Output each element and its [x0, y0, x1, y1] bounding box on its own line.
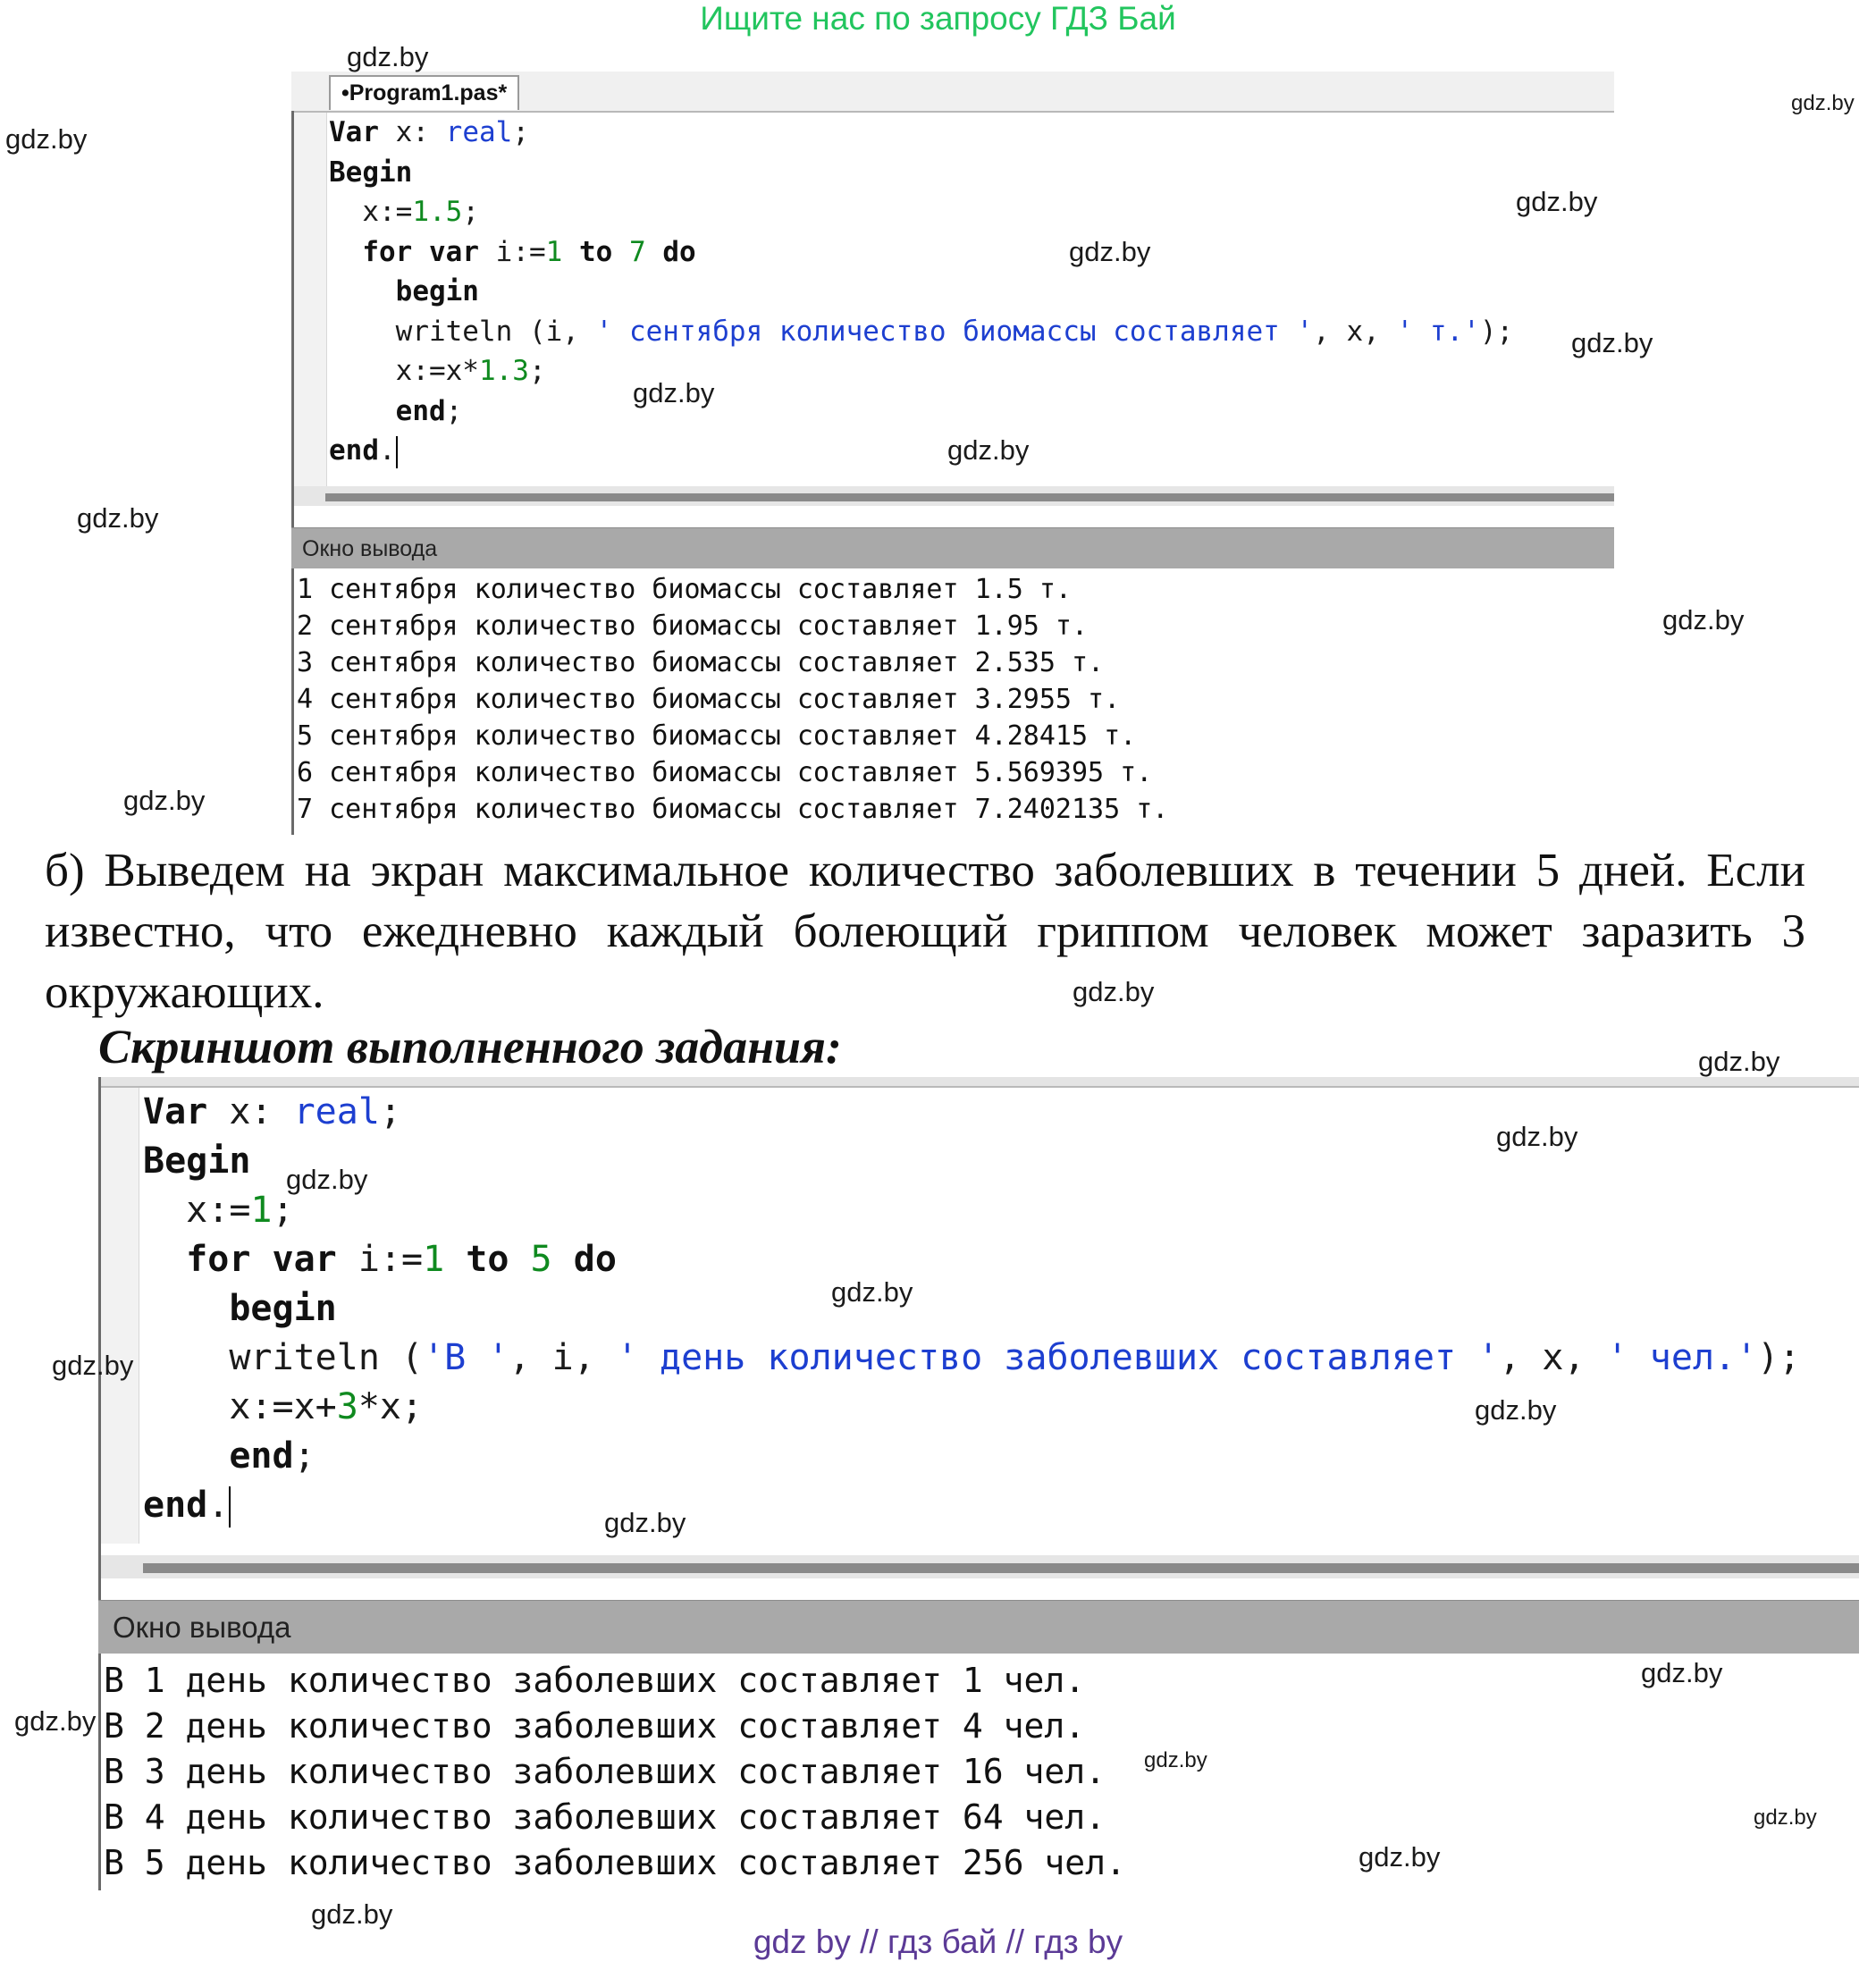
code-line[interactable]	[329, 312, 1513, 352]
code-token: begin	[229, 1288, 337, 1329]
code-token: 3	[336, 1386, 358, 1427]
watermark: gdz.by	[604, 1507, 686, 1538]
code-line[interactable]	[329, 431, 1513, 471]
code-token	[552, 1239, 574, 1280]
code-token	[646, 236, 663, 268]
code-token: i:=	[479, 235, 546, 268]
watermark: gdz.by	[1791, 91, 1855, 115]
watermark: gdz.by	[286, 1164, 368, 1195]
output-line: 3 сентября количество биомассы составляет 2.535 т.	[297, 647, 1105, 678]
tab-program1[interactable]: •Program1.pas*	[329, 75, 519, 110]
output-title: Окно вывода	[113, 1611, 291, 1644]
code-token: ;	[462, 196, 479, 228]
code-token: , i,	[509, 1337, 617, 1378]
scrollbar-thumb[interactable]	[143, 1563, 1859, 1573]
code-line[interactable]	[329, 153, 1513, 193]
watermark: gdz.by	[1144, 1748, 1207, 1772]
text-cursor	[229, 1486, 231, 1528]
code-token	[612, 236, 629, 268]
text-cursor	[396, 436, 398, 468]
bottom-banner: gdz by // гдз бай // гдз by	[753, 1923, 1123, 1960]
code-token: 1	[250, 1190, 273, 1231]
output-line: 6 сентября количество биомассы составляет 5.569395 т.	[297, 757, 1153, 788]
code-token	[250, 1239, 272, 1280]
watermark: gdz.by	[5, 123, 88, 155]
code-line[interactable]	[329, 192, 1513, 232]
code-token: real	[445, 116, 513, 148]
code-token: ' день количество заболевших составляет '	[616, 1337, 1500, 1378]
watermark: gdz.by	[831, 1276, 913, 1308]
code-token: for	[362, 235, 413, 268]
output-line: В 2 день количество заболевших составляет 4 чел.	[104, 1706, 1086, 1746]
code-token: ;	[293, 1435, 315, 1477]
code-token	[509, 1239, 530, 1280]
watermark: gdz.by	[52, 1350, 134, 1381]
code-token: var	[429, 235, 479, 268]
task-text: б) Выведем на экран максимальное количество заболевших в течении 5 дней. Если известно, что ежедневно каждый болеющий гриппом человек может заразить 3 окружающих.	[45, 845, 1805, 1018]
code-line[interactable]	[143, 1235, 1800, 1284]
watermark: gdz.by	[1698, 1046, 1780, 1077]
watermark: gdz.by	[1073, 976, 1155, 1007]
watermark: gdz.by	[1475, 1394, 1557, 1426]
output-line: В 3 день количество заболевших составляет 16 чел.	[104, 1752, 1106, 1791]
code-line[interactable]	[329, 391, 1513, 432]
output-line: 7 сентября количество биомассы составляет 7.2402135 т.	[297, 794, 1169, 825]
code-token: 1	[545, 235, 563, 268]
watermark: gdz.by	[1069, 236, 1151, 267]
code-line[interactable]	[329, 232, 1513, 273]
code-token: x:	[379, 116, 446, 148]
watermark: gdz.by	[1516, 186, 1598, 217]
code-token: ' сентября количество биомассы составляет '	[595, 315, 1314, 348]
code-token: 5	[530, 1239, 552, 1280]
line-gutter	[294, 113, 327, 486]
code-token: x:=	[362, 196, 413, 228]
output-line: 4 сентября количество биомассы составляет 3.2955 т.	[297, 684, 1121, 715]
watermark: gdz.by	[347, 41, 429, 72]
code-token: Var	[143, 1091, 208, 1132]
output-header	[98, 1600, 1859, 1654]
output-line: 2 сентября количество биомассы составляет 1.95 т.	[297, 610, 1089, 642]
code-token: end	[229, 1435, 294, 1477]
code-token: ;	[528, 355, 546, 387]
code-token	[562, 236, 579, 268]
watermark: gdz.by	[123, 785, 206, 816]
code-token: *x;	[358, 1386, 424, 1427]
code-line[interactable]	[329, 113, 1513, 153]
code-token: );	[1479, 315, 1514, 348]
code-token: to	[466, 1239, 509, 1280]
line-gutter	[101, 1088, 139, 1544]
code-line[interactable]	[143, 1186, 1800, 1235]
code-token: ;	[379, 1091, 401, 1132]
watermark: gdz.by	[1754, 1805, 1817, 1830]
code-token: writeln (i,	[395, 315, 596, 348]
code-token: x:=	[186, 1190, 251, 1231]
code-token: .	[207, 1485, 230, 1526]
code-token: writeln (	[229, 1337, 424, 1378]
watermark: gdz.by	[77, 502, 159, 534]
code-line[interactable]	[329, 351, 1513, 391]
code-token	[444, 1239, 466, 1280]
code-line[interactable]	[143, 1481, 1800, 1530]
code-token: to	[579, 235, 613, 268]
code-editor[interactable]	[329, 113, 1513, 471]
code-token: , x,	[1499, 1337, 1607, 1378]
task-caption: Скриншот выполненного задания:	[98, 1020, 842, 1073]
tab-strip	[98, 1077, 1859, 1088]
code-line[interactable]	[143, 1432, 1800, 1481]
top-banner: Ищите нас по запросу ГДЗ Бай	[700, 0, 1176, 37]
watermark: gdz.by	[947, 434, 1030, 466]
code-token: ;	[272, 1190, 294, 1231]
watermark: gdz.by	[1359, 1841, 1441, 1873]
code-line[interactable]	[143, 1284, 1800, 1334]
output-line: 5 сентября количество биомассы составляет 4.28415 т.	[297, 720, 1137, 752]
code-token: x:=x*	[395, 355, 479, 387]
watermark: gdz.by	[1571, 327, 1653, 358]
code-token: );	[1757, 1337, 1801, 1378]
output-line: В 5 день количество заболевших составляет 256 чел.	[104, 1843, 1126, 1882]
code-token: end	[329, 434, 379, 467]
code-token: end	[395, 394, 446, 427]
watermark: gdz.by	[1496, 1121, 1578, 1152]
output-line: 1 сентября количество биомассы составляет 1.5 т.	[297, 574, 1072, 605]
code-token: ' чел.'	[1606, 1337, 1758, 1378]
code-token: end	[143, 1485, 208, 1526]
code-token: var	[272, 1239, 337, 1280]
code-token: begin	[395, 275, 479, 307]
code-token: .	[379, 434, 396, 467]
code-token: , x,	[1313, 315, 1397, 348]
output-line: В 4 день количество заболевших составляет 64 чел.	[104, 1797, 1106, 1837]
output-header	[291, 527, 1614, 568]
code-token: for	[186, 1239, 251, 1280]
code-token	[412, 236, 429, 268]
code-line[interactable]	[143, 1334, 1800, 1383]
code-token: 'В '	[423, 1337, 509, 1378]
code-token: Begin	[329, 156, 413, 189]
code-editor[interactable]	[143, 1088, 1800, 1530]
output-panel	[297, 571, 1168, 828]
watermark: gdz.by	[311, 1898, 393, 1930]
code-token: 1.5	[412, 196, 463, 228]
output-panel	[104, 1658, 1126, 1886]
code-token: do	[573, 1239, 617, 1280]
code-token: ;	[512, 116, 529, 148]
scrollbar-thumb[interactable]	[325, 493, 1614, 501]
watermark: gdz.by	[1662, 604, 1745, 635]
code-token: 1.3	[478, 355, 529, 387]
output-title: Окно вывода	[302, 536, 438, 561]
code-token: do	[662, 235, 696, 268]
code-token: 1	[423, 1239, 445, 1280]
watermark: gdz.by	[1641, 1657, 1723, 1688]
output-line: В 1 день количество заболевших составляет 1 чел.	[104, 1661, 1086, 1700]
editor-window-2	[98, 1077, 1859, 1908]
watermark: gdz.by	[14, 1705, 97, 1737]
watermark: gdz.by	[633, 377, 715, 408]
code-token: x:	[207, 1091, 294, 1132]
code-line[interactable]	[329, 272, 1513, 312]
code-token: ' т.'	[1396, 315, 1480, 348]
code-token: Var	[329, 116, 379, 148]
code-token: Begin	[143, 1140, 251, 1182]
code-token: ;	[445, 394, 463, 427]
code-token: real	[293, 1091, 380, 1132]
code-token: x:=x+	[229, 1386, 337, 1427]
code-token: 7	[629, 235, 646, 268]
code-token: i:=	[336, 1239, 424, 1280]
